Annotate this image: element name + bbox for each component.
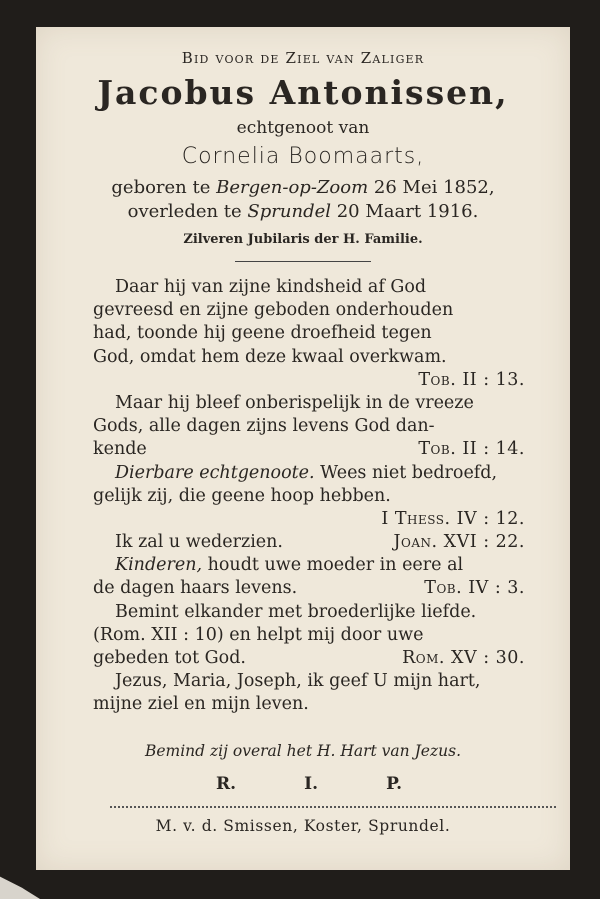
text-line bbox=[93, 508, 525, 531]
scripture-text bbox=[93, 276, 525, 717]
divider-rule bbox=[235, 261, 371, 262]
text-line bbox=[93, 531, 525, 554]
dotted-divider bbox=[110, 806, 556, 808]
text-line-main bbox=[115, 531, 283, 554]
text-line bbox=[93, 624, 525, 647]
birth-date: 26 Mei 1852, bbox=[373, 177, 495, 198]
birth-place: Bergen-op-Zoom bbox=[216, 177, 369, 198]
deceased-name: Jacobus Antonissen, bbox=[97, 73, 509, 112]
text-line bbox=[93, 601, 525, 624]
text-line-content: gelijk zij, die geene hoop hebben. bbox=[93, 485, 391, 506]
text-line-main bbox=[93, 624, 423, 647]
italic-address: Dierbare echtgenoote. bbox=[115, 462, 315, 483]
text-line-main bbox=[93, 415, 435, 438]
birth-pre: geboren te bbox=[111, 177, 211, 198]
text-line bbox=[93, 485, 525, 508]
text-line-content: kende bbox=[93, 439, 147, 460]
italic-address: Kinderen, bbox=[115, 555, 203, 576]
text-line-main bbox=[115, 392, 474, 415]
text-line bbox=[93, 670, 525, 693]
text-line-content: houdt uwe moeder in eere al bbox=[202, 555, 464, 576]
text-line-main bbox=[115, 554, 463, 577]
text-line-content: gebeden tot God. bbox=[93, 648, 246, 668]
text-line-content: had, toonde hij geene droefheid tegen bbox=[93, 323, 432, 344]
text-line bbox=[93, 299, 525, 322]
text-line-content: Ik zal u wederzien. bbox=[115, 532, 283, 553]
scripture-reference: Joan. XVI : 22. bbox=[393, 532, 525, 553]
text-line-content: Jezus, Maria, Joseph, ik geef U mijn hart, bbox=[115, 671, 481, 692]
text-line-content: God, omdat hem deze kwaal overkwam. bbox=[93, 346, 447, 367]
text-line-main bbox=[93, 438, 147, 461]
death-date: 20 Maart 1916. bbox=[336, 201, 479, 222]
text-line bbox=[93, 346, 525, 369]
text-line-main bbox=[115, 670, 480, 693]
rip-p: P. bbox=[386, 774, 402, 794]
prayer-header: Bid voor de Ziel van Zaliger bbox=[181, 49, 425, 67]
scripture-reference: Rom. XV : 30. bbox=[402, 648, 525, 668]
scripture-reference: Tob. II : 14. bbox=[418, 439, 525, 460]
text-line-content: Bemint elkander met broederlijke liefde. bbox=[115, 601, 477, 622]
closing-prayer: Bemind zij overal het H. Hart van Jezus. bbox=[144, 742, 462, 760]
death-pre: overleden te bbox=[127, 201, 242, 222]
spouse-intro: echtgenoot van bbox=[236, 118, 370, 138]
death-line bbox=[36, 201, 570, 222]
printer-line: M. v. d. Smissen, Koster, Sprundel. bbox=[155, 817, 451, 835]
spouse-name: Cornelia Boomaarts, bbox=[181, 144, 425, 169]
text-line-main bbox=[93, 693, 309, 716]
text-line bbox=[93, 369, 525, 392]
text-line-main bbox=[115, 276, 426, 299]
text-line-main bbox=[93, 577, 297, 600]
scripture-reference: Tob. II : 13. bbox=[418, 369, 525, 390]
text-line-content: (Rom. XII : 10) en helpt mij door uwe bbox=[93, 624, 424, 645]
text-line-content: Daar hij van zijne kindsheid af God bbox=[115, 277, 427, 297]
text-line-content: Maar hij bleef onberispelijk in de vreeze bbox=[115, 392, 474, 413]
text-line-main bbox=[115, 601, 476, 624]
text-line bbox=[93, 577, 525, 600]
text-line bbox=[93, 554, 525, 577]
scripture-reference: Tob. IV : 3. bbox=[424, 578, 525, 599]
text-line-main bbox=[93, 346, 447, 369]
text-line bbox=[93, 438, 525, 461]
text-line-content: gevreesd en zijne geboden onderhouden bbox=[93, 300, 454, 321]
text-line bbox=[93, 693, 525, 716]
text-line bbox=[93, 392, 525, 415]
text-line bbox=[93, 276, 525, 299]
death-place: Sprundel bbox=[247, 201, 331, 222]
text-line-main bbox=[115, 462, 497, 485]
text-line-content: mijne ziel en mijn leven. bbox=[93, 694, 309, 715]
memorial-card bbox=[36, 27, 570, 870]
text-line-main bbox=[93, 647, 246, 670]
scripture-reference: I Thess. IV : 12. bbox=[381, 508, 525, 529]
birth-line bbox=[36, 177, 570, 198]
text-line bbox=[93, 647, 525, 670]
text-line-main bbox=[93, 485, 391, 508]
jubilee-line: Zilveren Jubilaris der H. Familie. bbox=[183, 232, 423, 247]
text-line bbox=[93, 462, 525, 485]
rip-i: I. bbox=[304, 774, 319, 794]
text-line-main bbox=[93, 322, 432, 345]
text-line-main bbox=[93, 299, 453, 322]
text-line-content: Gods, alle dagen zijns levens God dan- bbox=[93, 416, 435, 437]
rip-letters bbox=[216, 774, 402, 794]
text-line bbox=[93, 322, 525, 345]
rip-r: R. bbox=[216, 774, 237, 794]
text-line-content: de dagen haars levens. bbox=[93, 578, 298, 599]
text-line bbox=[93, 415, 525, 438]
text-line-content: Wees niet bedroefd, bbox=[314, 462, 498, 483]
